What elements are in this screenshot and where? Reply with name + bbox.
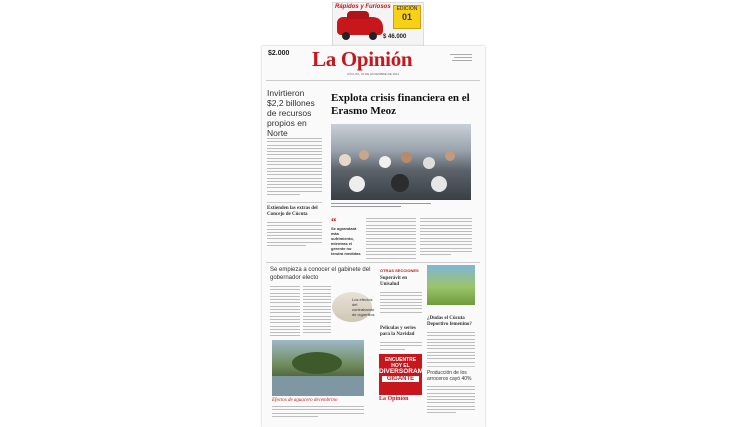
produccion-body xyxy=(427,386,475,416)
contrabando-headline[interactable]: Los efectos del contrabando de cigarrillos xyxy=(352,297,375,317)
left-headline[interactable]: Invirtieron $2,2 billones de recursos propios en Norte xyxy=(267,88,315,138)
superavit-body xyxy=(380,292,422,315)
right-divider xyxy=(427,366,475,367)
ad-badge-label: EDICIÓN xyxy=(396,6,418,12)
left-story-body xyxy=(267,138,322,197)
ad-title: Rápidos y Furiosos xyxy=(335,4,391,10)
newspaper-logo[interactable]: La Opinión xyxy=(312,47,413,71)
produccion-headline[interactable]: Producción de los arroceros cayó 40% xyxy=(427,370,472,382)
masthead-side-info xyxy=(450,52,472,63)
superavit-headline[interactable]: Superávit en Unisalud xyxy=(380,276,408,287)
otras-secciones-label: OTRAS SECCIONES xyxy=(380,268,419,273)
main-photo-caption xyxy=(331,203,431,210)
promo-logo: La Opinión xyxy=(379,396,409,402)
car-wheel-rear xyxy=(369,32,377,40)
gabinete-col2 xyxy=(303,286,331,335)
left-sub-story-body xyxy=(267,222,322,248)
deporte-headline[interactable]: ¿Dudas el Cúcuta Deportivo femenino? xyxy=(427,316,472,327)
promo-line1: ENCUENTRE xyxy=(384,357,417,363)
section-divider xyxy=(266,262,480,263)
main-story-col1 xyxy=(366,218,416,261)
promo-line4: GIGANTE xyxy=(382,376,419,382)
gabinete-headline[interactable]: Se empieza a conocer el gabinete del gobernador electo xyxy=(270,267,371,281)
ad-badge-number: 01 xyxy=(401,12,412,22)
quote-text: Se agrandará más sufrimiento, mientras el gerente no tendrá medidas xyxy=(331,226,361,256)
ad-price: $ 46.000 xyxy=(383,34,407,40)
issue-price: $2.000 xyxy=(268,50,290,57)
left-divider xyxy=(267,202,322,203)
dateline: CÚCUTA, 23 DE DICIEMBRE DE 2011 xyxy=(346,72,400,76)
peliculas-body xyxy=(380,342,422,352)
deporte-body xyxy=(427,332,475,365)
masthead-divider xyxy=(266,80,480,81)
top-advertisement[interactable] xyxy=(332,2,424,47)
gabinete-col1 xyxy=(270,286,300,339)
left-sub-headline[interactable]: Extienden las extras del Concejo de Cúcuta xyxy=(267,206,318,217)
aguacero-caption: Efectos de aguacero decembrino xyxy=(272,398,338,403)
promo-line3: DIVERSORAMA xyxy=(379,368,428,375)
main-pull-quote xyxy=(331,218,361,256)
quote-mark-icon: “ xyxy=(331,216,337,228)
car-wheel-front xyxy=(342,32,350,40)
aguacero-photo[interactable] xyxy=(272,340,364,396)
deporte-photo[interactable] xyxy=(427,265,475,305)
main-story-photo[interactable] xyxy=(331,124,471,200)
aguacero-body xyxy=(272,406,364,419)
main-headline[interactable]: Explota crisis financiera en el Erasmo Meoz xyxy=(331,92,470,117)
peliculas-headline[interactable]: Películas y series para la Navidad xyxy=(380,326,416,337)
promo-line2: HOY EL xyxy=(391,363,410,369)
ad-edition-badge xyxy=(393,5,421,29)
main-story-col2 xyxy=(420,218,472,258)
diversorama-promo[interactable] xyxy=(379,354,428,395)
